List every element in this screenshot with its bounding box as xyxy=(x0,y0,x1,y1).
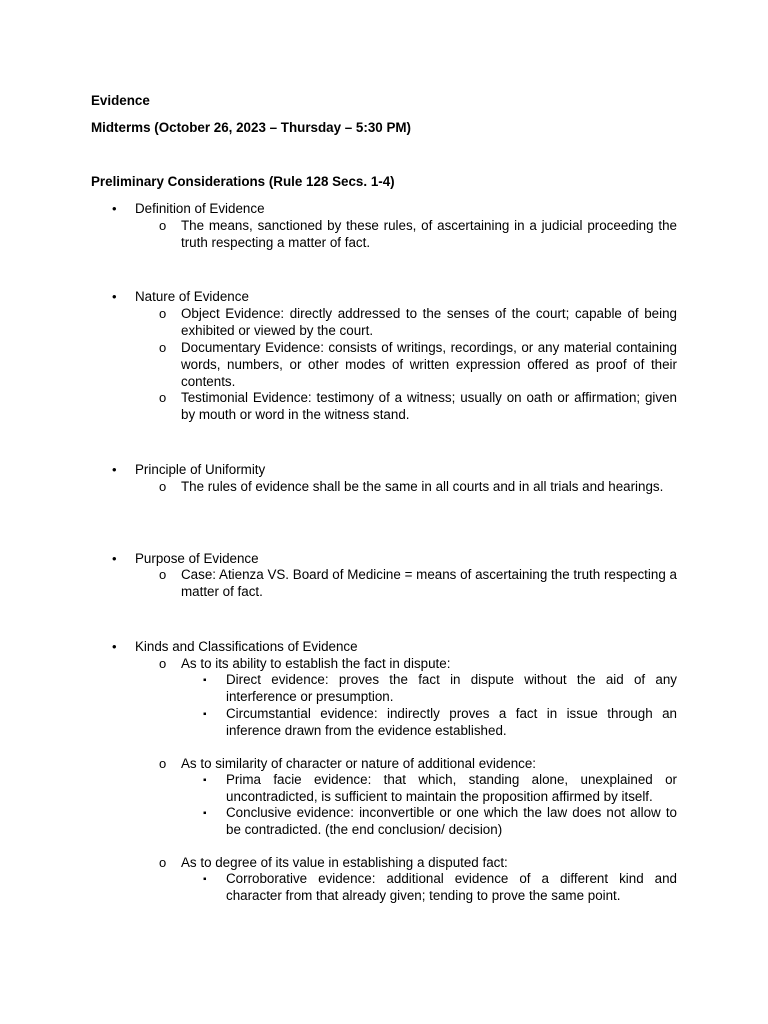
list-item-definition: Definition of Evidence xyxy=(135,201,265,216)
circle-bullet-icon: o xyxy=(159,855,167,870)
bullet-icon: • xyxy=(112,639,117,654)
list-item-purpose: Purpose of Evidence xyxy=(135,551,259,566)
bullet-icon: • xyxy=(112,201,117,216)
sub-sub-item-corroborative-evidence: Corroborative evidence: additional evidence of a different kind and character from that already given; tending to prove the same point. xyxy=(226,871,677,903)
circle-bullet-icon: o xyxy=(159,306,167,321)
bullet-icon: • xyxy=(112,289,117,304)
sub-sub-item-prima-facie-evidence: Prima facie evidence: that which, standing alone, unexplained or uncontradicted, is sufficient to maintain the proposition affirmed by itself. xyxy=(226,772,677,804)
square-bullet-icon: ▪ xyxy=(203,675,207,686)
circle-bullet-icon: o xyxy=(159,656,167,671)
sub-item-testimonial-evidence: Testimonial Evidence: testimony of a witness; usually on oath or affirmation; given by mouth or word in the witness stand. xyxy=(181,390,677,422)
sub-item-definition-text: The means, sanctioned by these rules, of ascertaining in a judicial proceeding the truth respecting a matter of fact. xyxy=(181,218,677,250)
sub-sub-item-conclusive-evidence: Conclusive evidence: inconvertible or one which the law does not allow to be contradicted. (the end conclusion/ decision) xyxy=(226,805,677,837)
bullet-icon: • xyxy=(112,551,117,566)
square-bullet-icon: ▪ xyxy=(203,775,207,786)
sub-item-object-evidence: Object Evidence: directly addressed to the senses of the court; capable of being exhibited or viewed by the court. xyxy=(181,306,677,338)
list-item-uniformity: Principle of Uniformity xyxy=(135,462,266,477)
circle-bullet-icon: o xyxy=(159,756,167,771)
sub-item-similarity-group: As to similarity of character or nature of additional evidence: xyxy=(181,756,537,771)
sub-item-documentary-evidence: Documentary Evidence: consists of writings, recordings, or any material containing words, numbers, or other modes of written expression offered as proof of their contents. xyxy=(181,340,677,389)
circle-bullet-icon: o xyxy=(159,390,167,405)
sub-item-ability-group: As to its ability to establish the fact in dispute: xyxy=(181,656,451,671)
sub-item-degree-group: As to degree of its value in establishing a disputed fact: xyxy=(181,855,508,870)
circle-bullet-icon: o xyxy=(159,340,167,355)
section-heading: Preliminary Considerations (Rule 128 Secs. 1-4) xyxy=(91,174,395,189)
square-bullet-icon: ▪ xyxy=(203,808,207,819)
circle-bullet-icon: o xyxy=(159,567,167,582)
bullet-icon: • xyxy=(112,462,117,477)
document-subtitle: Midterms (October 26, 2023 – Thursday – 5:30 PM) xyxy=(91,120,412,135)
list-item-nature: Nature of Evidence xyxy=(135,289,249,304)
circle-bullet-icon: o xyxy=(159,218,167,233)
circle-bullet-icon: o xyxy=(159,479,167,494)
square-bullet-icon: ▪ xyxy=(203,874,207,885)
list-item-kinds: Kinds and Classifications of Evidence xyxy=(135,639,358,654)
square-bullet-icon: ▪ xyxy=(203,709,207,720)
document-title: Evidence xyxy=(91,93,150,108)
sub-item-uniformity-text: The rules of evidence shall be the same in all courts and in all trials and hearings. xyxy=(181,479,664,494)
sub-item-purpose-text: Case: Atienza VS. Board of Medicine = means of ascertaining the truth respecting a matter of fact. xyxy=(181,567,677,599)
sub-sub-item-direct-evidence: Direct evidence: proves the fact in dispute without the aid of any interference or presumption. xyxy=(226,672,677,704)
sub-sub-item-circumstantial-evidence: Circumstantial evidence: indirectly proves a fact in issue through an inference drawn from the evidence established. xyxy=(226,706,677,738)
